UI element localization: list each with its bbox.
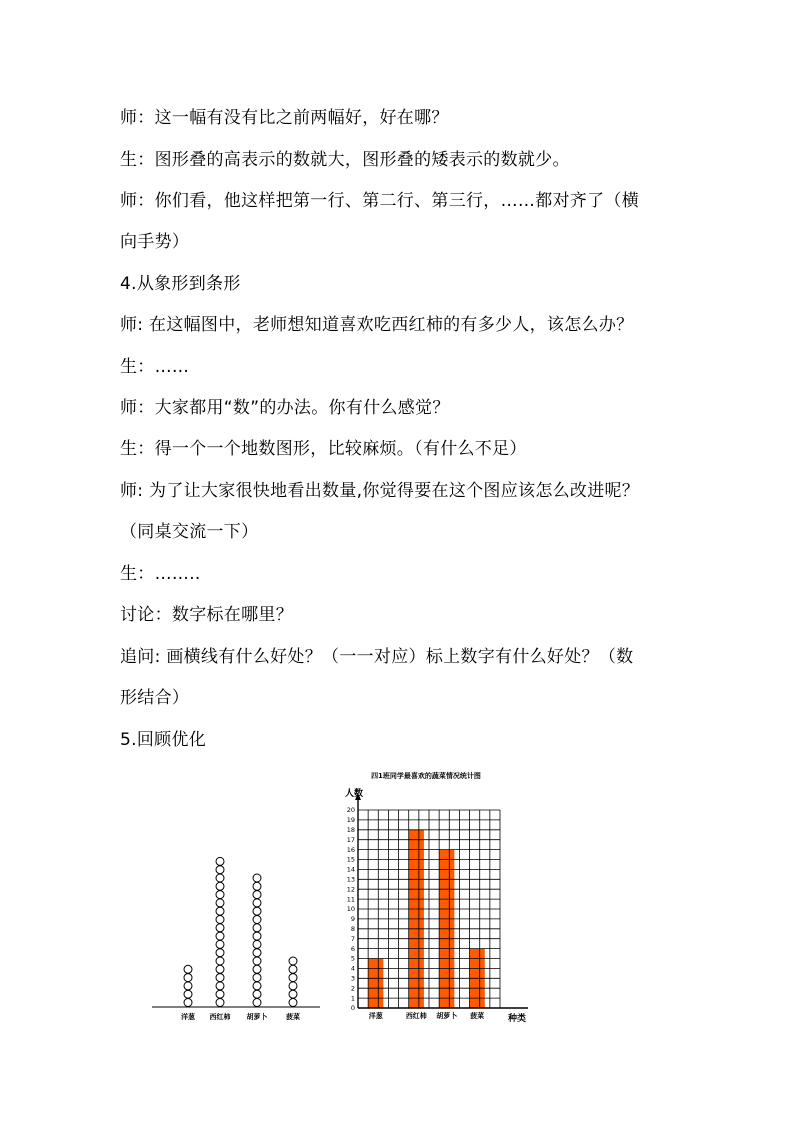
pictograph-chart	[152, 857, 320, 1021]
y-tick-label: 5	[350, 954, 355, 963]
pictograph-circle	[253, 974, 261, 982]
y-tick-label: 7	[350, 934, 355, 943]
y-tick-label: 13	[346, 875, 355, 884]
y-tick-label: 10	[346, 905, 355, 914]
dialogue-line: 向手势）	[120, 232, 190, 252]
pictograph-circle	[216, 916, 224, 924]
bar-category-label: 洋葱	[368, 1012, 383, 1020]
y-tick-label: 19	[346, 816, 355, 825]
dialogue-line: 师：大家都用“数”的办法。你有什么感觉？	[120, 398, 450, 418]
pictograph-circle	[216, 932, 224, 940]
pictograph-circle	[289, 965, 297, 973]
pictograph-circle	[253, 965, 261, 973]
pictograph-circle	[253, 891, 261, 899]
pictograph-circle	[216, 990, 224, 998]
pictograph-circle	[216, 957, 224, 965]
pictograph-circle	[184, 990, 192, 998]
y-tick-label: 8	[350, 925, 355, 933]
pictograph-circle	[184, 965, 192, 973]
dialogue-line: 生：……	[120, 357, 190, 377]
y-tick-label: 17	[346, 835, 355, 844]
section-heading: 5.回顾优化	[120, 730, 207, 750]
pictograph-circle	[253, 940, 261, 948]
pictograph-circle	[289, 974, 297, 982]
y-tick-label: 12	[346, 885, 355, 894]
bar-category-label: 西红柿	[405, 1012, 427, 1020]
pictograph-circle	[216, 899, 224, 907]
bar-category-label: 菠菜	[470, 1012, 485, 1020]
section-heading: 4.从象形到条形	[120, 274, 241, 294]
pictograph-circle	[253, 874, 261, 882]
pictograph-circle	[184, 999, 192, 1007]
y-tick-label: 16	[346, 845, 355, 854]
pictograph-circle	[216, 974, 224, 982]
bar	[368, 959, 383, 1009]
pictograph-circle	[253, 907, 261, 915]
y-tick-label: 20	[346, 806, 355, 815]
pictograph-category-label: 西红柿	[209, 1013, 231, 1021]
dialogue-line: 师: 为了让大家很快地看出数量,你觉得要在这个图应该怎么改进呢？	[120, 481, 640, 501]
y-tick-label: 4	[350, 964, 355, 973]
pictograph-circle	[216, 940, 224, 948]
x-axis-label: 种类	[508, 1014, 527, 1024]
pictograph-circle	[253, 999, 261, 1007]
dialogue-line: （同桌交流一下）	[120, 522, 259, 542]
pictograph-circle	[253, 949, 261, 957]
y-tick-label: 1	[350, 994, 355, 1003]
pictograph-circle	[216, 891, 224, 899]
dialogue-line: 师: 在这幅图中，老师想知道喜欢吃西红柿的有多少人，该怎么办？	[120, 315, 634, 335]
pictograph-circle	[216, 907, 224, 915]
pictograph-circle	[253, 882, 261, 890]
pictograph-circle	[253, 899, 261, 907]
y-tick-label: 9	[350, 915, 355, 924]
pictograph-circle	[289, 990, 297, 998]
y-axis-label: 人数	[345, 789, 364, 799]
pictograph-circle	[216, 982, 224, 990]
pictograph-circle	[253, 957, 261, 965]
y-tick-label: 15	[346, 855, 355, 864]
pictograph-circle	[216, 965, 224, 973]
pictograph-circle	[253, 916, 261, 924]
pictograph-circle	[216, 949, 224, 957]
bar-category-label: 胡萝卜	[436, 1012, 458, 1020]
y-tick-label: 3	[350, 974, 355, 983]
pictograph-circle	[216, 882, 224, 890]
pictograph-circle	[216, 999, 224, 1007]
pictograph-circle	[289, 982, 297, 990]
dialogue-line: 师：你们看，他这样把第一行、第二行、第三行，……都对齐了（横	[120, 191, 639, 211]
dialogue-line: 形结合）	[120, 688, 190, 708]
pictograph-category-label: 菠菜	[286, 1013, 300, 1021]
pictograph-category-label: 胡萝卜	[246, 1013, 268, 1021]
pictograph-circle	[216, 866, 224, 874]
dialogue-line: 师：这一幅有没有比之前两幅好，好在哪？	[120, 108, 449, 128]
pictograph-circle	[216, 874, 224, 882]
pictograph-circle	[216, 924, 224, 932]
y-tick-label: 0	[350, 1004, 355, 1013]
dialogue-line: 生：图形叠的高表示的数就大，图形叠的矮表示的数就少。	[120, 150, 570, 170]
y-tick-label: 11	[346, 895, 355, 904]
dialogue-line: 生：得一个一个地数图形，比较麻烦。（有什么不足）	[120, 439, 527, 459]
pictograph-circle	[216, 857, 224, 865]
chart-title: 四1班同学最喜欢的蔬菜情况统计图	[371, 772, 481, 780]
dialogue-line: 追问: 画横线有什么好处？（一一对应）标上数字有什么好处？（数	[120, 647, 634, 667]
dialogue-line: 生：……..	[120, 564, 201, 584]
bar-chart	[345, 771, 528, 1024]
pictograph-circle	[184, 974, 192, 982]
pictograph-circle	[184, 982, 192, 990]
pictograph-circle	[253, 982, 261, 990]
y-tick-label: 14	[346, 865, 355, 874]
figures	[0, 760, 794, 1050]
dialogue-line: 讨论：数字标在哪里？	[120, 605, 293, 625]
pictograph-circle	[253, 932, 261, 940]
y-tick-label: 6	[350, 944, 355, 953]
pictograph-circle	[289, 999, 297, 1007]
pictograph-category-label: 洋葱	[181, 1013, 195, 1021]
pictograph-circle	[253, 924, 261, 932]
y-tick-label: 2	[350, 984, 355, 993]
pictograph-circle	[253, 990, 261, 998]
y-tick-label: 18	[346, 826, 355, 834]
pictograph-circle	[289, 957, 297, 965]
